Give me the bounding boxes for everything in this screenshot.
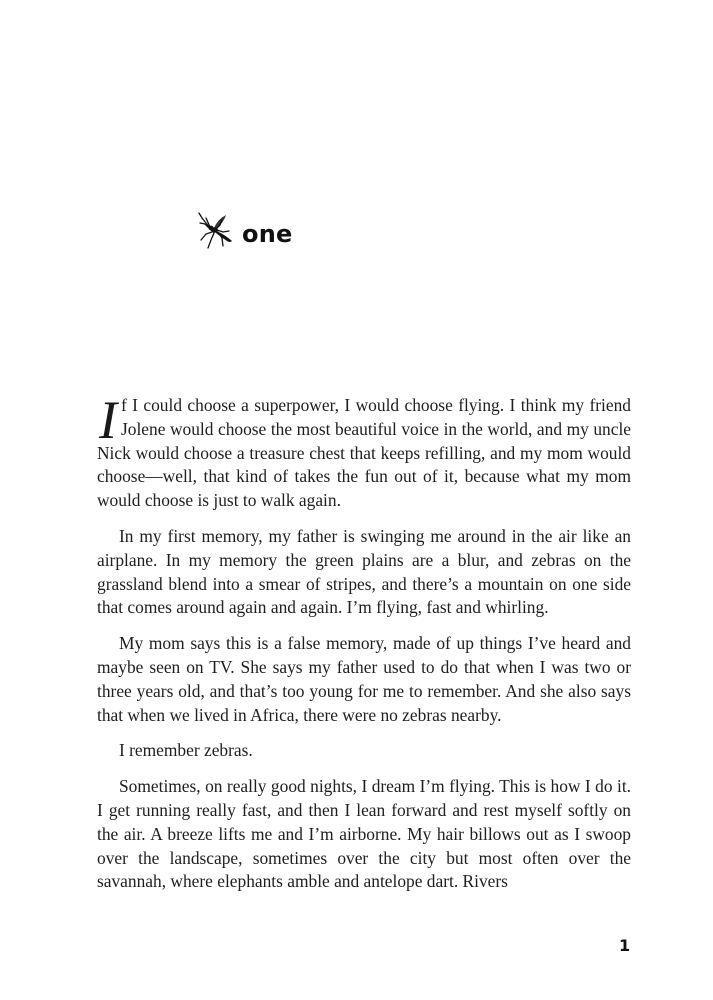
paragraph: In my first memory, my father is swinging me around in the air like an airplane. In my memory the green plains are a blur, and zebras on the grassland blend into a smear of stripes, and there’s a mountain on one side that comes around again and again. I’m flying, fast and whirling.: [97, 525, 631, 618]
chapter-title: one: [242, 220, 293, 248]
paragraph-text: f I could choose a superpower, I would choose flying. I think my friend Jolene would choose the most beautiful voice in the world, and my uncle Nick would choose a treasure chest that keeps refilling, and my mom would choose—well, that kind of takes the fun out of it, because what my mom would choose is just to walk again.: [97, 395, 631, 511]
drop-cap: I: [99, 390, 117, 450]
paragraph: I remember zebras.: [119, 740, 253, 761]
mosquito-icon: [196, 210, 236, 250]
body-text: [97, 390, 631, 906]
chapter-heading: [196, 210, 292, 250]
paragraph: My mom says this is a false memory, made of up things I’ve heard and maybe seen on TV. She says my father used to do that when I was two or three years old, and that’s too young for me to remember. And she also says that when we lived in Africa, there were no zebras nearby.: [97, 633, 631, 725]
paragraph: [97, 390, 631, 513]
paragraph: Sometimes, on really good nights, I dream I’m flying. This is how I do it. I get running really fast, and then I lean forward and rest myself softly on the air. A breeze lifts me and I’m airborne. My hair billows out as I swoop over the landscape, sometimes over the city but most often over the savannah, where elephants amble and antelope dart. Rivers: [97, 776, 631, 892]
page-number: 1: [619, 936, 631, 955]
